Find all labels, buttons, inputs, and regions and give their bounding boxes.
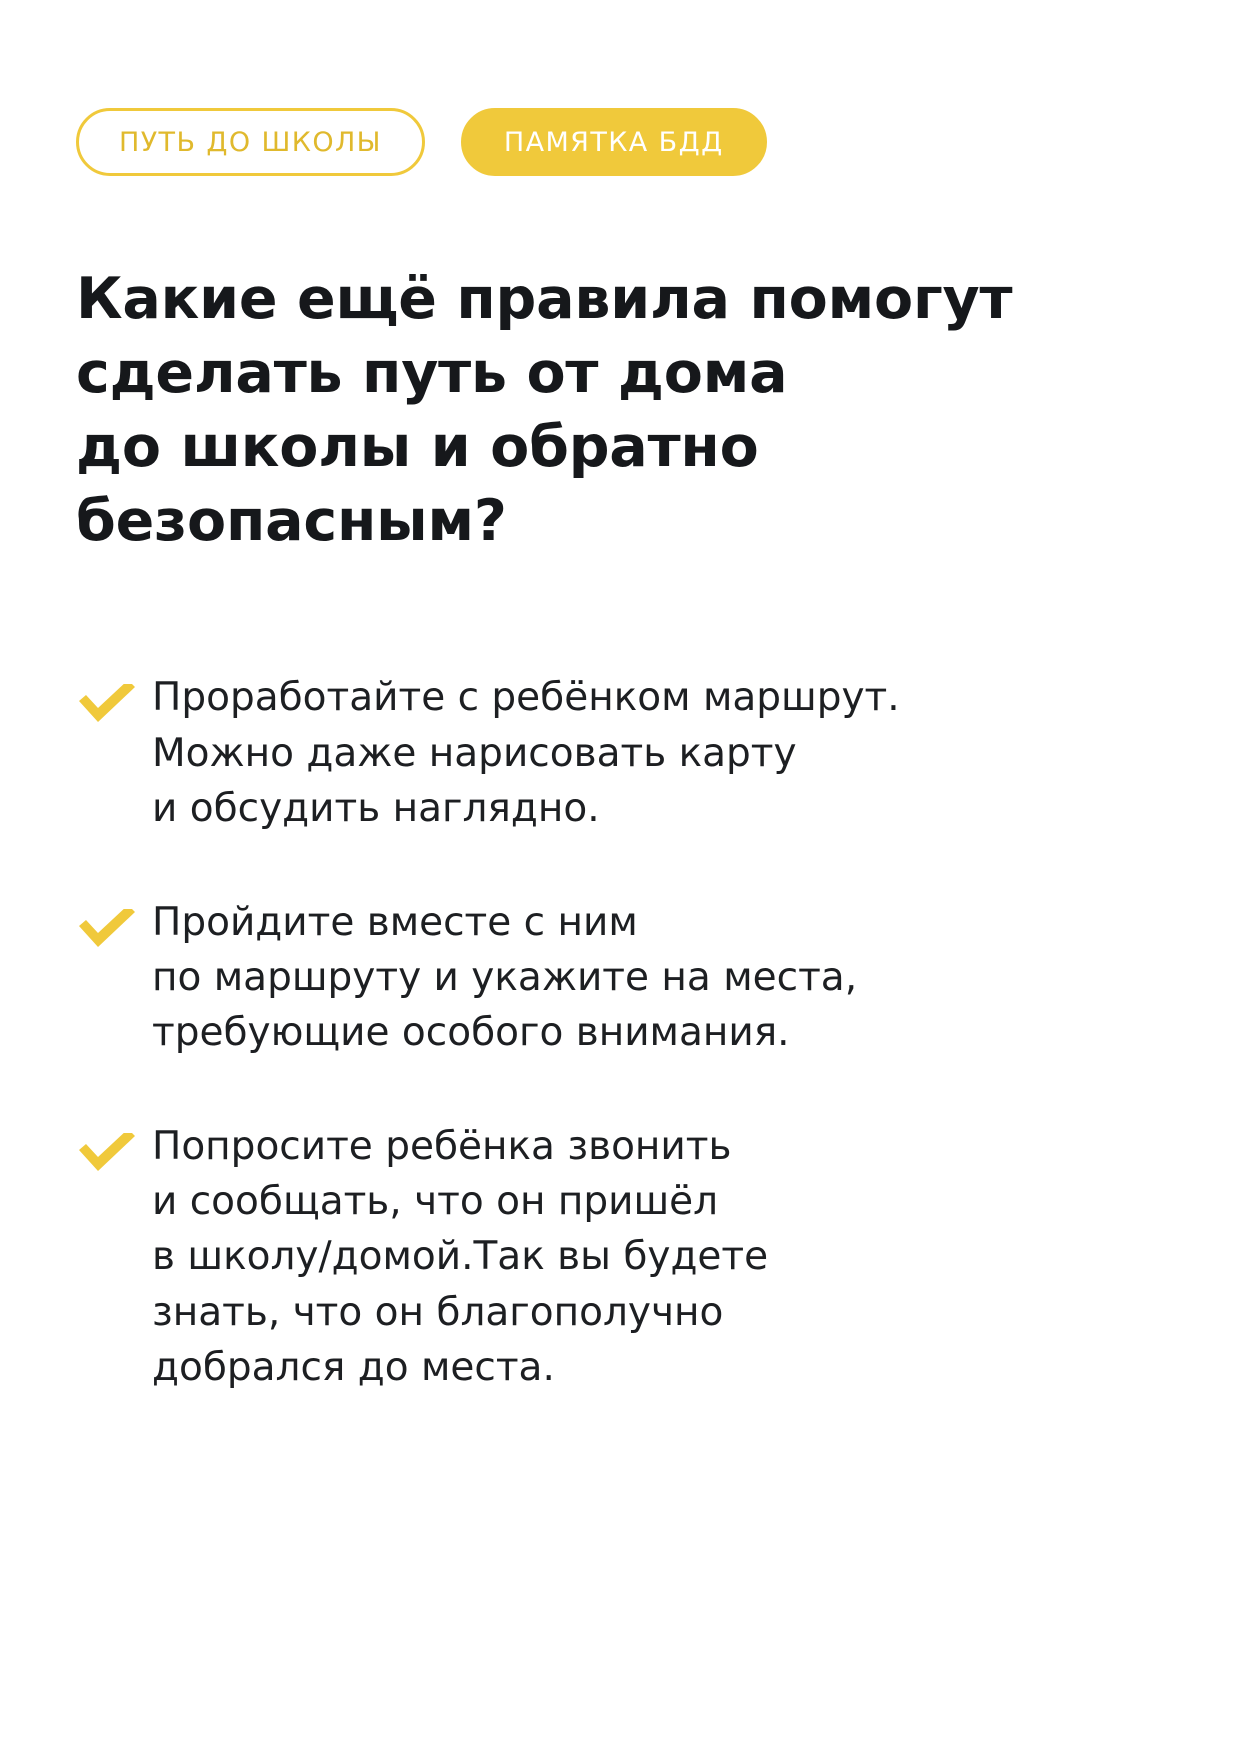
list-item-line: Проработайте с ребёнком маршрут. (152, 675, 900, 721)
list-item-line: знать, что он благополучно (152, 1289, 724, 1335)
list-item-line: требующие особого внимания. (152, 1010, 790, 1056)
tag-bdd-memo[interactable]: ПАМЯТКА БДД (461, 108, 767, 176)
list-item-line: добрался до места. (152, 1345, 555, 1391)
list-item-text (152, 670, 900, 836)
list-item-line: в школу/домой.Так вы будете (152, 1234, 769, 1280)
list-item (76, 895, 1165, 1061)
headline-line: Какие ещё правила помогут (76, 266, 1013, 332)
headline-line: безопасным? (76, 488, 507, 555)
check-icon (76, 895, 152, 953)
headline-line: до школы и обратно (76, 414, 759, 481)
list-item-text (152, 1119, 768, 1396)
checklist (76, 670, 1165, 1395)
list-item (76, 1119, 1165, 1396)
check-icon (76, 1119, 152, 1177)
list-item-text (152, 895, 857, 1061)
list-item-line: Пройдите вместе с ним (152, 899, 638, 945)
list-item-line: Попросите ребёнка звонить (152, 1123, 732, 1169)
list-item-line: и обсудить наглядно. (152, 786, 600, 832)
list-item (76, 670, 1165, 836)
tag-row (76, 108, 1165, 176)
tag-path-to-school[interactable]: ПУТЬ ДО ШКОЛЫ (76, 108, 425, 176)
check-icon (76, 670, 152, 728)
list-item-line: по маршруту и укажите на места, (152, 954, 858, 1000)
headline-line: сделать путь от дома (76, 340, 788, 407)
list-item-line: Можно даже нарисовать карту (152, 730, 797, 776)
page-title (76, 262, 1116, 558)
list-item-line: и сообщать, что он пришёл (152, 1179, 719, 1224)
